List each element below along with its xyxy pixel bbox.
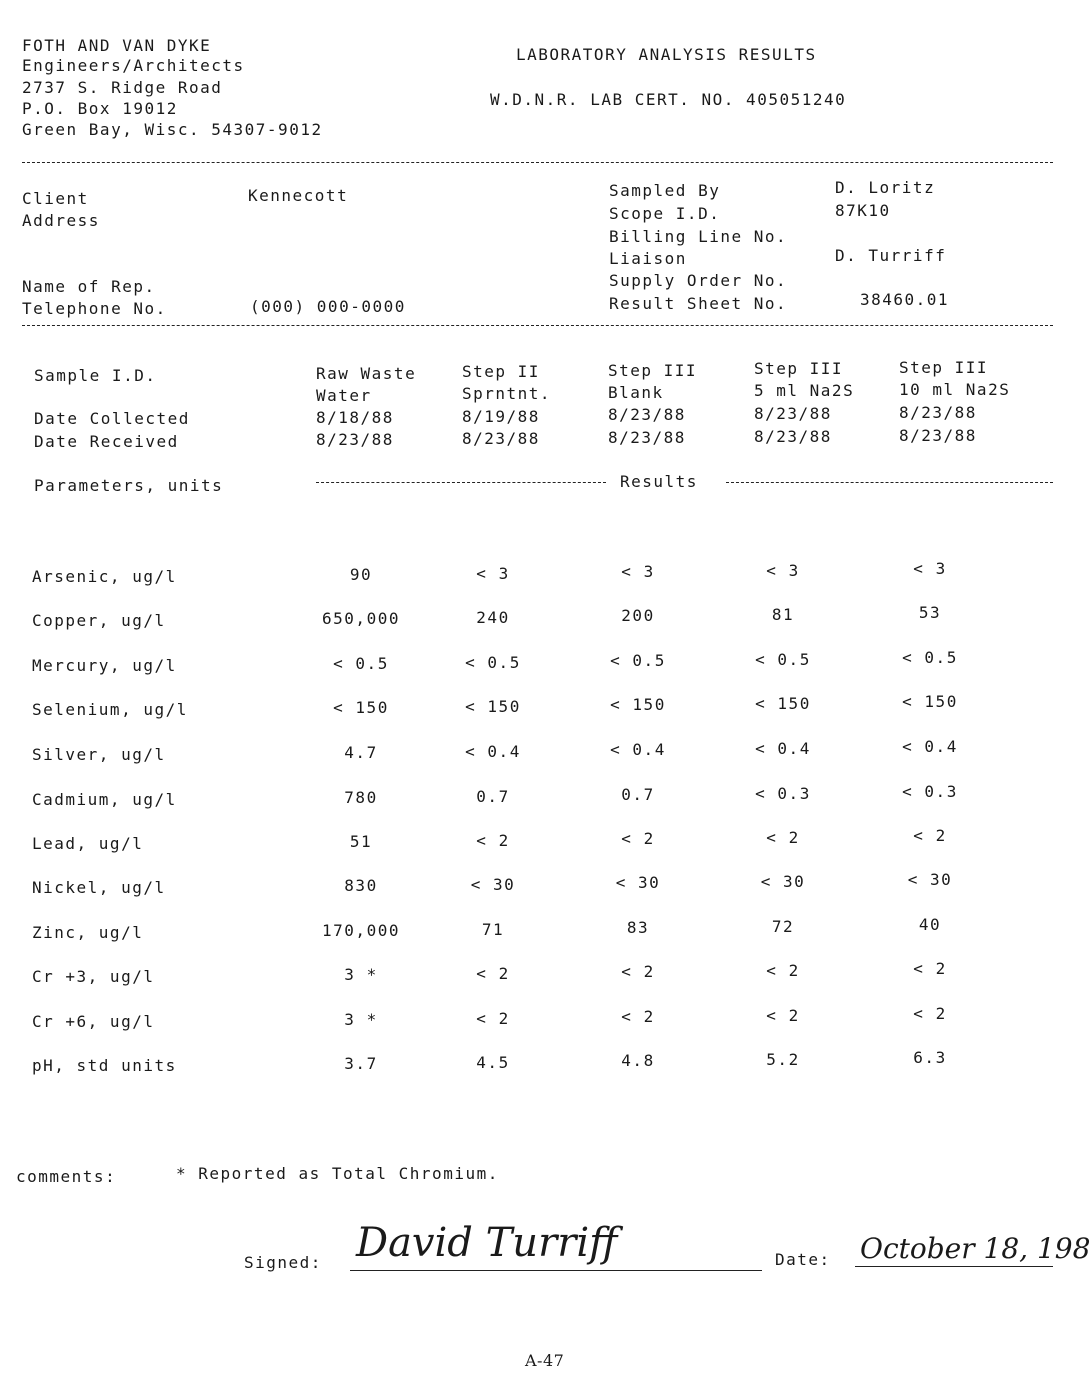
page-number: A-47	[525, 1351, 565, 1370]
result-value: < 2	[913, 826, 947, 845]
company-subtitle: Engineers/Architects	[22, 56, 245, 75]
results-dash-right	[726, 482, 1053, 483]
result-value: 780	[344, 788, 378, 807]
result-value: < 3	[621, 562, 655, 581]
company-pobox: P.O. Box 19012	[22, 99, 178, 118]
parameter-name: Copper, ug/l	[32, 611, 166, 630]
result-value: 650,000	[322, 609, 400, 628]
scope-value: 87K10	[835, 201, 891, 220]
sample-col-4-line2: 5 ml Na2S	[754, 381, 855, 400]
sample-col-4-line1: Step III	[754, 359, 844, 378]
date-value: October 18, 198	[860, 1232, 1090, 1265]
company-street: 2737 S. Ridge Road	[22, 78, 223, 97]
result-value: < 0.4	[465, 741, 521, 761]
result-value: 72	[771, 916, 795, 936]
signed-label: Signed:	[244, 1253, 322, 1272]
sample-col-5-received: 8/23/88	[899, 426, 977, 445]
result-value: 200	[621, 606, 655, 625]
result-value: < 0.4	[610, 740, 666, 759]
parameter-name: Cr +6, ug/l	[32, 1012, 155, 1031]
result-value: 40	[918, 915, 942, 934]
divider-top	[22, 162, 1053, 163]
parameter-name: Cr +3, ug/l	[32, 967, 155, 986]
result-value: < 3	[913, 559, 947, 578]
result-value: 3 *	[344, 1010, 378, 1029]
sampled-by-label: Sampled By	[609, 181, 721, 200]
result-value: 53	[918, 603, 942, 622]
sample-col-1-received: 8/23/88	[316, 430, 394, 449]
sample-col-5-line1: Step III	[899, 358, 989, 377]
result-value: 3 *	[344, 965, 378, 984]
date-label: Date:	[775, 1250, 831, 1269]
scope-label: Scope I.D.	[609, 204, 721, 223]
company-city: Green Bay, Wisc. 54307-9012	[22, 120, 323, 139]
parameter-name: Selenium, ug/l	[32, 700, 188, 719]
result-value: < 3	[476, 563, 510, 583]
result-value: < 2	[766, 1005, 800, 1025]
result-value: 170,000	[322, 921, 400, 940]
sample-col-5-collected: 8/23/88	[899, 403, 977, 422]
lab-cert: W.D.N.R. LAB CERT. NO. 405051240	[490, 90, 847, 109]
phone-value: (000) 000-0000	[250, 297, 406, 316]
result-value: < 30	[615, 873, 661, 892]
phone-label: Telephone No.	[22, 299, 167, 318]
result-value: < 3	[766, 560, 800, 580]
result-value: < 0.4	[902, 737, 958, 756]
result-value: 4.5	[476, 1052, 510, 1072]
result-value: < 2	[621, 1007, 655, 1026]
result-value: < 150	[755, 693, 811, 713]
parameter-name: Silver, ug/l	[32, 745, 166, 764]
result-value: < 0.5	[902, 648, 958, 667]
report-title: LABORATORY ANALYSIS RESULTS	[516, 45, 817, 64]
results-heading	[316, 472, 1053, 494]
divider-middle	[22, 325, 1053, 326]
result-sheet-value: 38460.01	[860, 290, 950, 309]
result-value: < 0.5	[333, 654, 389, 673]
signature: David Turriff	[356, 1220, 618, 1266]
parameter-name: Mercury, ug/l	[32, 656, 177, 675]
liaison-label: Liaison	[609, 249, 687, 268]
result-value: < 2	[621, 829, 655, 848]
result-value: 0.7	[621, 785, 655, 804]
date-received-label: Date Received	[34, 432, 179, 451]
company-name: FOTH AND VAN DYKE	[22, 36, 212, 55]
result-sheet-label: Result Sheet No.	[609, 294, 788, 313]
result-value: < 150	[465, 696, 521, 716]
comments-text: * Reported as Total Chromium.	[176, 1164, 499, 1183]
result-value: 240	[476, 607, 510, 627]
parameter-name: Cadmium, ug/l	[32, 790, 177, 809]
address-label: Address	[22, 211, 100, 230]
billing-label: Billing Line No.	[609, 227, 788, 246]
result-value: < 0.5	[465, 652, 521, 672]
result-value: 71	[481, 919, 505, 939]
sample-col-2-line1: Step II	[462, 362, 540, 381]
result-value: < 2	[766, 960, 800, 980]
parameter-name: Arsenic, ug/l	[32, 567, 177, 586]
result-value: 6.3	[913, 1048, 947, 1067]
result-value: 81	[771, 604, 795, 624]
result-value: < 0.3	[755, 783, 811, 803]
parameter-name: Lead, ug/l	[32, 834, 144, 853]
sample-col-5-line2: 10 ml Na2S	[899, 380, 1011, 399]
result-value: < 150	[902, 692, 958, 711]
result-value: < 2	[766, 827, 800, 847]
date-line	[855, 1266, 1053, 1267]
sample-col-1-line2: Water	[316, 386, 372, 405]
result-value: < 0.3	[902, 782, 958, 801]
result-value: 4.7	[344, 743, 378, 762]
result-value: < 150	[333, 698, 389, 717]
results-label: Results	[620, 472, 698, 491]
parameters-label: Parameters, units	[34, 476, 224, 495]
sample-col-1-collected: 8/18/88	[316, 408, 394, 427]
result-value: 0.7	[476, 786, 510, 806]
result-value: 830	[344, 876, 378, 895]
result-value: < 0.4	[755, 738, 811, 758]
result-value: 5.2	[766, 1049, 800, 1069]
result-value: < 2	[913, 1004, 947, 1023]
result-value: < 2	[476, 830, 510, 850]
result-value: 4.8	[621, 1051, 655, 1070]
result-value: < 2	[476, 1008, 510, 1028]
sample-col-2-received: 8/23/88	[462, 429, 540, 448]
liaison-value: D. Turriff	[835, 246, 947, 265]
parameter-name: Nickel, ug/l	[32, 878, 166, 897]
signature-line	[350, 1270, 762, 1271]
result-value: < 30	[907, 870, 953, 889]
sample-col-4-collected: 8/23/88	[754, 404, 832, 423]
result-value: 83	[626, 918, 650, 937]
result-value: < 0.5	[610, 651, 666, 670]
sample-id-label: Sample I.D.	[34, 366, 157, 385]
sample-col-4-received: 8/23/88	[754, 427, 832, 446]
sample-col-2-line2: Sprntnt.	[462, 384, 552, 403]
sample-col-3-collected: 8/23/88	[608, 405, 686, 424]
sampled-by-value: D. Loritz	[835, 178, 936, 197]
comments-label: comments:	[16, 1167, 117, 1186]
parameter-name: pH, std units	[32, 1056, 177, 1075]
sample-col-3-received: 8/23/88	[608, 428, 686, 447]
result-value: 90	[349, 565, 373, 584]
rep-label: Name of Rep.	[22, 277, 156, 296]
result-value: 51	[349, 832, 373, 851]
sample-col-2-collected: 8/19/88	[462, 407, 540, 426]
result-value: < 2	[621, 962, 655, 981]
result-value: < 0.5	[755, 649, 811, 669]
supply-label: Supply Order No.	[609, 271, 788, 290]
sample-col-1-line1: Raw Waste	[316, 364, 417, 383]
sample-col-3-line1: Step III	[608, 361, 698, 380]
result-value: < 30	[760, 871, 806, 891]
date-collected-label: Date Collected	[34, 409, 190, 428]
result-value: < 2	[913, 959, 947, 978]
parameter-name: Zinc, ug/l	[32, 923, 144, 942]
result-value: < 2	[476, 963, 510, 983]
result-value: < 30	[470, 874, 516, 894]
result-value: 3.7	[344, 1054, 378, 1073]
result-value: < 150	[610, 695, 666, 714]
results-dash-left	[316, 482, 606, 483]
client-label: Client	[22, 189, 89, 208]
sample-col-3-line2: Blank	[608, 383, 664, 402]
client-value: Kennecott	[248, 186, 349, 205]
